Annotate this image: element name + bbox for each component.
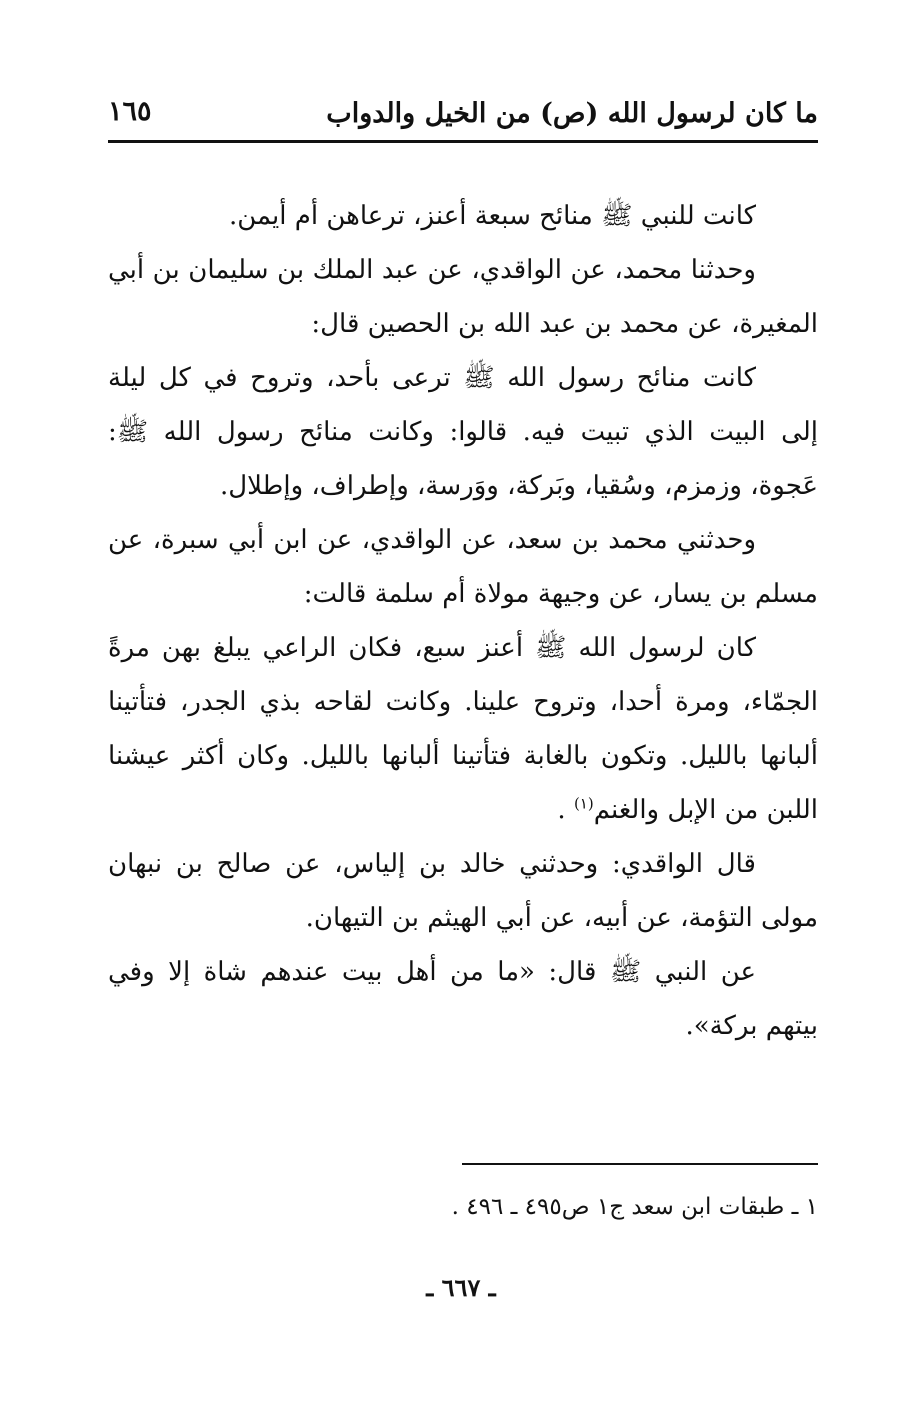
paragraph-6: قال الواقدي: وحدثني خالد بن إلياس، عن صالح بن نبهان مولى التؤمة، عن أبيه، عن أبي الهيثم بن التيهان. xyxy=(108,849,818,933)
page-footer-number: ـ ٦٦٧ ـ xyxy=(426,1273,496,1302)
footnote-reference[interactable]: (١) xyxy=(573,794,594,813)
main-text xyxy=(108,189,818,1053)
paragraph-4: وحدثني محمد بن سعد، عن الواقدي، عن ابن أبي سبرة، عن مسلم بن يسار، عن وجيهة مولاة أم سلمة قالت: xyxy=(108,525,818,609)
footnote-divider xyxy=(462,1163,818,1165)
footnote: ١ ـ طبقات ابن سعد ج١ ص٤٩٥ ـ ٤٩٦ . xyxy=(451,1194,818,1220)
paragraph-2: وحدثنا محمد، عن الواقدي، عن عبد الملك بن سليمان بن أبي المغيرة، عن محمد بن عبد الله بن الحصين قال: xyxy=(108,255,818,339)
paragraph-3: كانت منائح رسول الله ﷺ ترعى بأحد، وتروح في كل ليلة إلى البيت الذي تبيت فيه. قالوا: وكانت منائح رسول الله ﷺ: عَجوة، وزمزم، وسُقيا، وبَركة، ووَرسة، وإطراف، وإطلال. xyxy=(108,363,818,501)
paragraph-1: كانت للنبي ﷺ منائح سبعة أعنز، ترعاهن أم أيمن. xyxy=(228,201,756,231)
header-divider xyxy=(108,140,818,143)
running-header xyxy=(108,92,818,136)
paragraph-5-tail: . xyxy=(557,795,574,825)
paragraph-5-text: كان لرسول الله ﷺ أعنز سبع، فكان الراعي يبلغ بهن مرةً الجمّاء، ومرة أحدا، وتروح علينا. وكانت لقاحه بذي الجدر، فتأتينا ألبانها بالليل. وتكون بالغابة فتأتينا ألبانها بالليل. وكان أكثر عيشنا اللبن من الإبل والغنم xyxy=(108,633,818,825)
header-page-number: ١٦٥ xyxy=(108,96,152,127)
paragraph-7: عن النبي ﷺ قال: «ما من أهل بيت عندهم شاة إلا وفي بيتهم بركة». xyxy=(108,957,818,1041)
chapter-title: ما كان لرسول الله (ص) من الخيل والدواب xyxy=(326,98,818,129)
paragraph-5 xyxy=(108,621,818,837)
